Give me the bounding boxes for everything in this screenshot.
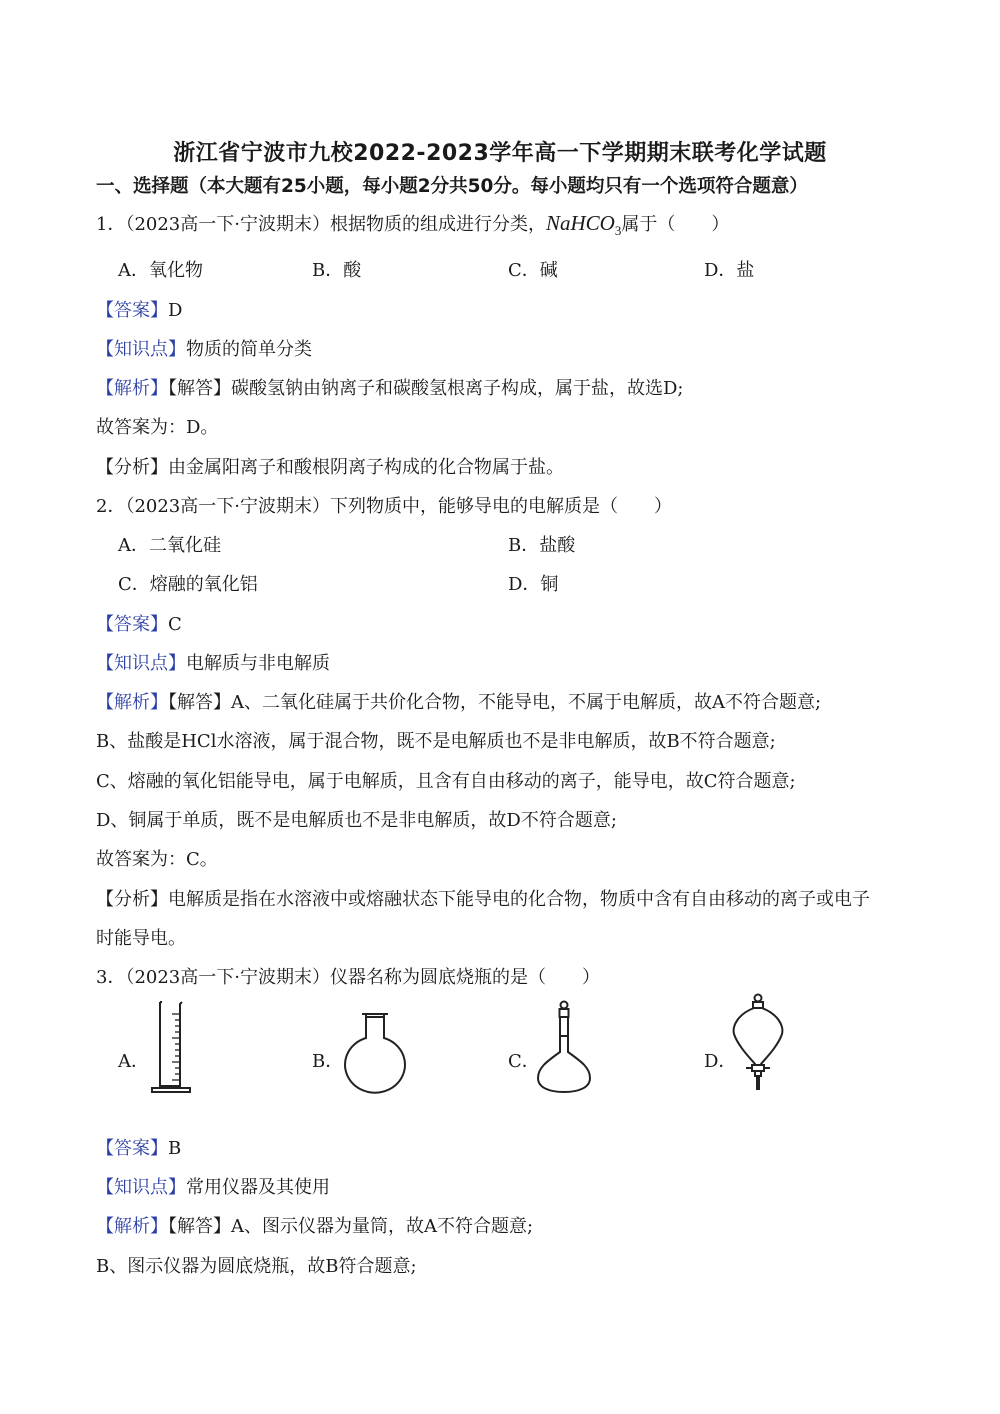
option-b: B．酸 — [312, 260, 362, 281]
knowledge-row: 【知识点】电解质与非电解质 — [96, 653, 330, 674]
analysis-row: 【解析】【解答】A、二氧化硅属于共价化合物，不能导电，不属于电解质，故A不符合题意; — [96, 692, 822, 713]
analysis-line: C、熔融的氧化铝能导电，属于电解质，且含有自由移动的离子，能导电，故C符合题意; — [96, 771, 796, 792]
answer-row: 【答案】D — [96, 300, 183, 321]
analysis-row: 【解析】【解答】碳酸氢钠由钠离子和碳酸氢根离子构成，属于盐，故选D; — [96, 378, 684, 399]
page-title: 浙江省宁波市九校2022-2023学年高一下学期期末联考化学试题 — [173, 141, 827, 166]
round-bottom-flask-icon — [340, 1010, 410, 1092]
comment-row: 【分析】电解质是指在水溶液中或熔融状态下能导电的化合物，物质中含有自由移动的离子或电子 — [96, 889, 870, 910]
analysis-line: B、图示仪器为圆底烧瓶，故B符合题意; — [96, 1256, 417, 1277]
question-source: （2023高一下·宁波期末） — [125, 967, 330, 988]
option-c: C．碱 — [508, 260, 558, 281]
conclusion-text: 故答案为：D。 — [96, 417, 219, 438]
volumetric-flask-icon — [536, 1000, 592, 1094]
question-2-stem: 2．（2023高一下·宁波期末）下列物质中，能够导电的电解质是（ ） — [96, 496, 672, 517]
analysis-line: B、盐酸是HCl水溶液，属于混合物，既不是电解质也不是非电解质，故B不符合题意; — [96, 731, 776, 752]
section-heading: 一、选择题（本大题有25小题，每小题2分共50分。每小题均只有一个选项符合题意） — [96, 176, 808, 197]
answer-row: 【答案】C — [96, 614, 182, 635]
chemical-formula: NaHCO$_3$ — [545, 211, 622, 239]
option-c: C．熔融的氧化铝 — [118, 574, 258, 595]
option-d: D．盐 — [704, 260, 755, 281]
question-number: 1． — [96, 214, 126, 235]
question-source: （2023高一下·宁波期末） — [125, 214, 330, 235]
option-b: B．盐酸 — [508, 535, 576, 556]
graduated-cylinder-icon — [148, 1000, 196, 1096]
comment-continued: 时能导电。 — [96, 928, 186, 949]
option-d: D． — [704, 1051, 737, 1072]
knowledge-row: 【知识点】物质的简单分类 — [96, 339, 312, 360]
option-c: C． — [508, 1051, 540, 1072]
option-a: A． — [118, 1051, 149, 1072]
question-source: （2023高一下·宁波期末） — [125, 496, 330, 517]
analysis-line: D、铜属于单质，既不是电解质也不是非电解质，故D不符合题意; — [96, 810, 617, 831]
answer-value: C — [168, 614, 182, 635]
option-a: A．氧化物 — [118, 260, 203, 281]
knowledge-row: 【知识点】常用仪器及其使用 — [96, 1177, 330, 1198]
answer-value: D — [168, 300, 183, 321]
option-d: D．铜 — [508, 574, 559, 595]
comment-row: 【分析】由金属阳离子和酸根阴离子构成的化合物属于盐。 — [96, 457, 564, 478]
option-a: A．二氧化硅 — [118, 535, 221, 556]
question-3-stem: 3．（2023高一下·宁波期末）仪器名称为圆底烧瓶的是（ ） — [96, 967, 600, 988]
question-number: 2． — [96, 496, 126, 517]
conclusion-text: 故答案为：C。 — [96, 849, 218, 870]
option-b: B． — [312, 1051, 344, 1072]
separatory-funnel-icon — [728, 992, 788, 1092]
question-1-stem: 1．（2023高一下·宁波期末）根据物质的组成进行分类，NaHCO$_3$属于（ ） — [96, 211, 730, 239]
question-number: 3． — [96, 967, 126, 988]
analysis-row: 【解析】【解答】A、图示仪器为量筒，故A不符合题意; — [96, 1216, 534, 1237]
answer-row: 【答案】B — [96, 1138, 182, 1159]
answer-value: B — [168, 1138, 182, 1159]
